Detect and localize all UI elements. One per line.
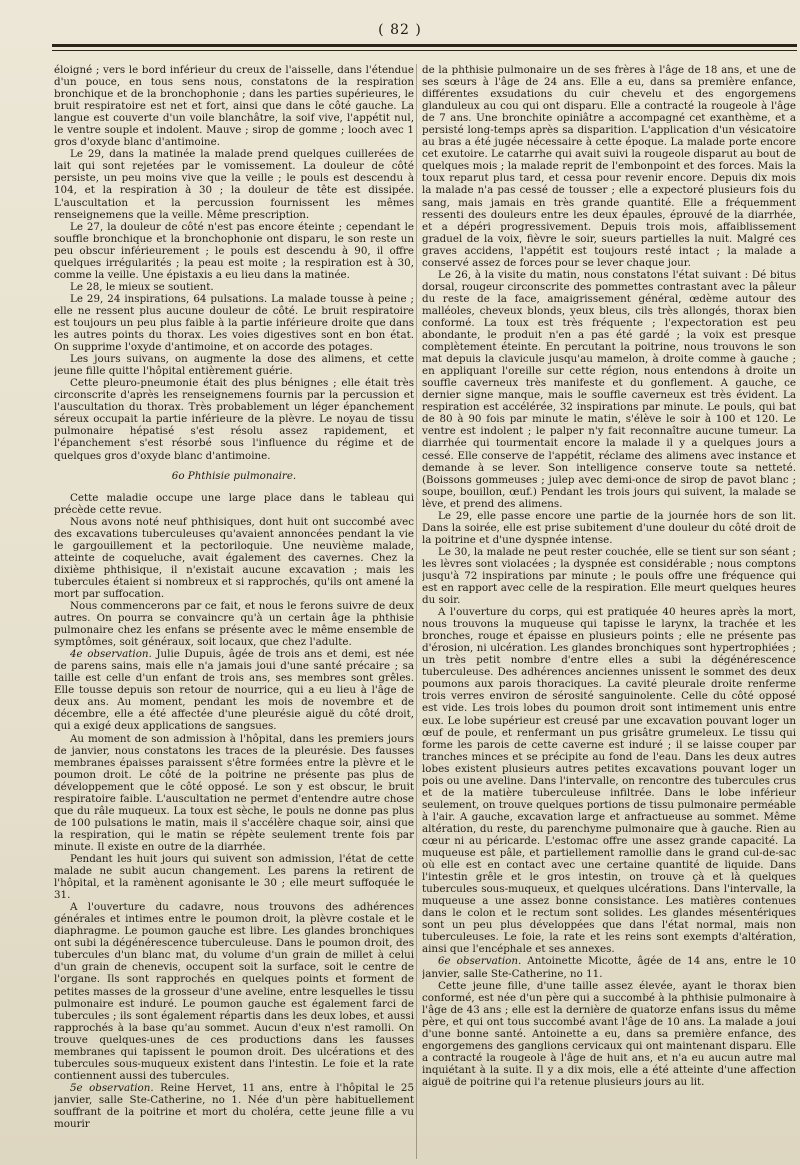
paragraph: Cette maladie occupe une large place dans le tableau qui précède cette revue. — [54, 491, 414, 516]
paragraph: Au moment de son admission à l'hôpital, dans les premiers jours de janvier, nous constatons les traces de la pleurésie. Des fausses membranes épaisses paraissent s'être formées entre la plèvre et le poumon droit. Le côté de la poitrine ne présente pas plus de développement que le côté opposé. Le son y est obscur, le bruit respiratoire faible. L'auscultation ne permet d'entendre autre chose que du râle muqueux. La toux est sèche, le pouls ne donne pas plus de 100 pulsations le matin, mais il s'accélère chaque soir, ainsi que la respiration, qui le matin se répète seulement trente fois par minute. Il existe en outre de la diarrhée. — [54, 732, 414, 853]
paragraph: Le 28, le mieux se soutient. — [70, 280, 214, 293]
paragraph: A l'ouverture du corps, qui est pratiquée 40 heures après la mort, nous trouvons la muqueuse qui tapisse le larynx, la trachée et les bronches, rouge et épaisse en plusieurs points ; elle ne présente pas d'érosion, ni ulcération. Les glandes bronchiques sont hypertrophiées ; un très petit nombre d'entre elles a subi la dégénérescence tuberculeuse. Des adhérences anciennes unissent le sommet des deux poumons aux parois thoraciques. La cavité pleurale droite renferme trois verres environ de sérosité sanguinolente. Celle du côté opposé est vide. Les trois lobes du poumon droit sont intimement unis entre eux. Le lobe supérieur est creusé par une excavation pouvant loger un œuf de poule, et renfermant un pus grisâtre grumeleux. Le tissu qui forme les parois de cette caverne est induré ; il se laisse couper par tranches minces et se précipite au fond de l'eau. Dans les deux autres lobes existent plusieurs autres petites excavations pouvant loger un pois ou une aveline. Dans l'intervalle, on rencontre des tubercules crus et de la matière tuberculeuse infiltrée. Dans le lobe inférieur seulement, on trouve quelques portions de tissu pulmonaire perméable à l'air. A gauche, excavation large et anfractueuse au sommet. Même altération, du reste, du parenchyme pulmonaire que à gauche. Rien au cœur ni au péricarde. L'estomac offre une assez grande capacité. La muqueuse est pâle, et partiellement ramollie dans le grand cul-de-sac où elle est en contact avec une certaine quantité de liquide. Dans l'intestin grêle et le gros intestin, on trouve çà et là quelques tubercules sous-muqueux, et quelques ulcérations. Dans l'intervalle, la muqueuse a une assez bonne consistance. Les matières contenues dans le colon et le rectum sont solides. Les glandes mésentériques sont un peu plus développées que dans l'état normal, mais non tuberculeuses. Le foie, la rate et les reins sont exempts d'altération, ainsi que l'encéphale et ses annexes. — [422, 606, 796, 956]
paragraph: A l'ouverture du cadavre, nous trouvons des adhérences générales et intimes entre le poumon droit, la plèvre costale et le diaphragme. Le poumon gauche est libre. Les glandes bronchiques ont subi la dégénérescence tuberculeuse. Dans le poumon droit, des tubercules d'un blanc mat, du volume d'un grain de millet à celui d'un grain de chenevis, occupent soit la surface, soit le centre de l'organe. Ils sont rapprochés en quelques points et forment de petites masses de la grosseur d'une aveline, entre lesquelles le tissu pulmonaire est induré. Le poumon gauche est également farci de tubercules ; ils sont également répartis dans les deux lobes, et aussi rapprochés à la base qu'au sommet. Aucun d'eux n'est ramolli. On trouve quelques-unes de ces productions dans les fausses membranes qui tapissent le poumon droit. Des ulcérations et des tubercules sous-muqueux existent dans l'intestin. Le foie et la rate contiennent aussi des tubercules. — [54, 901, 414, 1082]
paragraph: Cette pleuro-pneumonie était des plus bénignes ; elle était très circonscrite d'après les renseignemens fournis par la percussion et l'auscultation du thorax. Très probablement un léger épanchement séreux occupait la partie inférieure de la plèvre. Le noyau de tissu pulmonaire hépatisé s'est résolu assez rapidement, et l'épanchement s'est résorbé sous l'influence du régime et de quelques gros d'oxyde blanc d'antimoine. — [54, 377, 414, 462]
observation-label: 6e observation. — [438, 955, 522, 968]
paragraph: Cette jeune fille, d'une taille assez élevée, ayant le thorax bien conformé, est née d'un père qui a succombé à la phthisie pulmonaire à l'âge de 43 ans ; elle est la dernière de quatorze enfans issus du même père, et qui ont tous succombé avant l'âge de 10 ans. La malade a joui d'une bonne santé. Antoinette a eu, dans sa première enfance, des engorgemens des ganglions cervicaux qui ont maintenant disparu. Elle a contracté la rougeole à l'âge de huit ans, et n'a eu aucun autre mal inquiétant à la suite. Il y a dix mois, elle a été atteinte d'une affection aiguë de poitrine qui l'a retenue plusieurs jours au lit. — [422, 979, 796, 1088]
column-divider — [416, 64, 417, 1159]
paragraph: de la phthisie pulmonaire un de ses frères à l'âge de 18 ans, et une de ses sœurs à l'âge de 24 ans. Elle a eu, dans sa première enfance, différentes exsudations du cuir chevelu et des engorgemens glanduleux au cou qui ont disparu. Elle a contracté la rougeole à l'âge de 7 ans. Une bronchite opiniâtre a accompagné cet exanthème, et a persisté long-temps après sa disparition. L'application d'un vésicatoire au bras a été jugée nécessaire à cette époque. La malade porte encore cet exutoire. Le catarrhe qui avait suivi la rougeole disparut au bout de quelques mois ; la malade reprit de l'embonpoint et des forces. Mais la toux reparut plus tard, et cessa pour revenir encore. Depuis dix mois la malade n'a pas cessé de tousser ; elle a expectoré plusieurs fois du sang, mais jamais en très grande quantité. Elle a fréquemment ressenti des douleurs entre les deux épaules, éprouvé de la diarrhée, et a dépéri progressivement. Depuis trois mois, affaiblissement graduel de la voix, fièvre le soir, sueurs partielles la nuit. Malgré ces graves accidens, l'appétit est toujours resté intact ; la malade a conservé assez de forces pour se lever chaque jour. — [422, 64, 796, 269]
paragraph: éloigné ; vers le bord inférieur du creux de l'aisselle, dans l'étendue d'un pouce, en tous sens nous, constatons de la respiration bronchique et de la bronchophonie ; dans les parties supérieures, le bruit respiratoire est net et fort, ainsi que dans le côté gauche. La langue est couverte d'un voile blanchâtre, la soif vive, l'appétit nul, le ventre souple et indolent. Mauve ; sirop de gomme ; looch avec 1 gros d'oxyde blanc d'antimoine. — [54, 64, 414, 149]
observation-paragraph — [54, 648, 414, 732]
paragraph: Le 30, la malade ne peut rester couchée, elle se tient sur son séant ; les lèvres sont violacées ; la dyspnée est considérable ; nous comptons jusqu'à 72 inspirations par minute ; le pouls offre une fréquence qui est en rapport avec celle de la respiration. Elle meurt quelques heures du soir. — [422, 545, 796, 607]
page-number: ( 82 ) — [378, 22, 422, 38]
observation-label: 4e observation. — [70, 648, 152, 661]
paragraph: Le 26, à la visite du matin, nous constatons l'état suivant : Dé bitus dorsal, rougeur circonscrite des pommettes contrastant avec la pâleur du reste de la face, amaigrissement général, œdème autour des malléoles, cheveux blonds, yeux bleus, cils très allongés, thorax bien conformé. La toux est très fréquente ; l'expectoration est peu abondante, le produit n'en a pas été gardé ; la voix est presque complètement éteinte. En percutant la poitrine, nous trouvons le son mat depuis la clavicule jusqu'au mamelon, à droite comme à gauche ; en appliquant l'oreille sur cette région, nous entendons à droite un souffle caverneux très manifeste et du gonflement. A gauche, ce dernier signe manque, mais le souffle caverneux est très évident. La respiration est accélérée, 32 inspirations par minute. Le pouls, qui bat de 80 à 90 fois par minute le matin, s'élève le soir à 100 et 120. Le ventre est indolent ; le palper n'y fait reconnaître aucune tumeur. La diarrhée qui tourmentait encore la malade il y a quelques jours a cessé. Elle conserve de l'appétit, réclame des alimens avec instance et demande à se lever. Son intelligence conserve toute sa netteté. (Boissons gommeuses ; julep avec demi-once de sirop de pavot blanc ; soupe, bouillon, œuf.) Pendant les trois jours qui suivent, la malade se lève, et prend des alimens. — [422, 268, 796, 510]
paragraph: Le 29, dans la matinée la malade prend quelques cuillerées de lait qui sont rejetées par le vomissement. La douleur de côté persiste, un peu moins vive que la veille ; le pouls est descendu à 104, et la respiration à 30 ; la douleur de tête est dissipée. L'auscultation et la percussion fournissent les mêmes renseignemens que la veille. Même prescription. — [54, 148, 414, 221]
paragraph: Le 27, la douleur de côté n'est pas encore éteinte ; cependant le souffle bronchique et la bronchophonie ont disparu, le son reste un peu obscur inférieurement ; le pouls est descendu à 90, il offre quelques irrégularités ; la peau est moite ; la respiration est à 30, comme la veille. Une épistaxis a eu lieu dans la matinée. — [54, 220, 414, 281]
paragraph-text: Antoinette Micotte, âgée de 14 ans, entre le 10 janvier, salle Ste-Catherine, no 11. — [422, 955, 796, 980]
header-rule-thick — [52, 44, 797, 47]
paragraph: Les jours suivans, on augmente la dose des alimens, et cette jeune fille quitte l'hôpital entièrement guérie. — [54, 353, 414, 378]
observation-paragraph — [422, 955, 796, 979]
observation-paragraph — [54, 1082, 414, 1130]
right-column — [422, 64, 796, 1159]
paragraph: Le 29, elle passe encore une partie de la journée hors de son lit. Dans la soirée, elle est prise subitement d'une douleur du côté droit de la poitrine et d'une dyspnée intense. — [422, 509, 796, 546]
paragraph: Nous commencerons par ce fait, et nous le ferons suivre de deux autres. On pourra se convaincre qu'à un certain âge la phthisie pulmonaire chez les enfans se présente avec le même ensemble de symptômes, soit généraux, soit locaux, que chez l'adulte. — [54, 600, 414, 649]
header-rule-thin — [52, 50, 797, 51]
section-heading: 6o Phthisie pulmonaire. — [171, 469, 297, 482]
paragraph: Pendant les huit jours qui suivent son admission, l'état de cette malade ne subit aucun changement. Les parens la retirent de l'hôpital, et la ramènent agonisante le 30 ; elle meurt suffoquée le 31. — [54, 853, 414, 902]
paragraph-text: Reine Hervet, 11 ans, entre à l'hôpital le 25 janvier, salle Ste-Catherine, no 1. Née d'un père habituellement souffrant de la poitrine et mort du choléra, cette jeune fille a vu mourir — [54, 1081, 414, 1131]
paragraph-text: Julie Dupuis, âgée de trois ans et demi, est née de parens sains, mais elle n'a jamais joui d'une santé précaire ; sa taille est celle d'un enfant de trois ans, ses membres sont grêles. Elle tousse depuis son retour de nourrice, qui a eu lieu à l'âge de deux ans. Au moment, pendant les mois de novembre et de décembre, elle a été affectée d'une pleurésie aiguë du côté droit, qui a exigé deux applications de sangsues. — [54, 648, 414, 733]
observation-label: 5e observation. — [70, 1081, 154, 1094]
paragraph: Nous avons noté neuf phthisiques, dont huit ont succombé avec des excavations tuberculeuses qu'avaient annoncées pendant la vie le gargouillement et la pectoriloquie. Une neuvième malade, atteinte de coqueluche, avait également des cavernes. Chez la dixième phthisique, il n'existait aucune excavation ; mais les tubercules étaient si nombreux et si rapprochés, qu'ils ont amené la mort par suffocation. — [54, 515, 414, 600]
left-column — [54, 64, 414, 1159]
paragraph: Le 29, 24 inspirations, 64 pulsations. La malade tousse à peine ; elle ne ressent plus aucune douleur de côté. Le bruit respiratoire est toujours un peu plus faible à la partie inférieure droite que dans les autres points du thorax. Les voies digestives sont en bon état. On supprime l'oxyde d'antimoine, et on accorde des potages. — [54, 292, 414, 354]
